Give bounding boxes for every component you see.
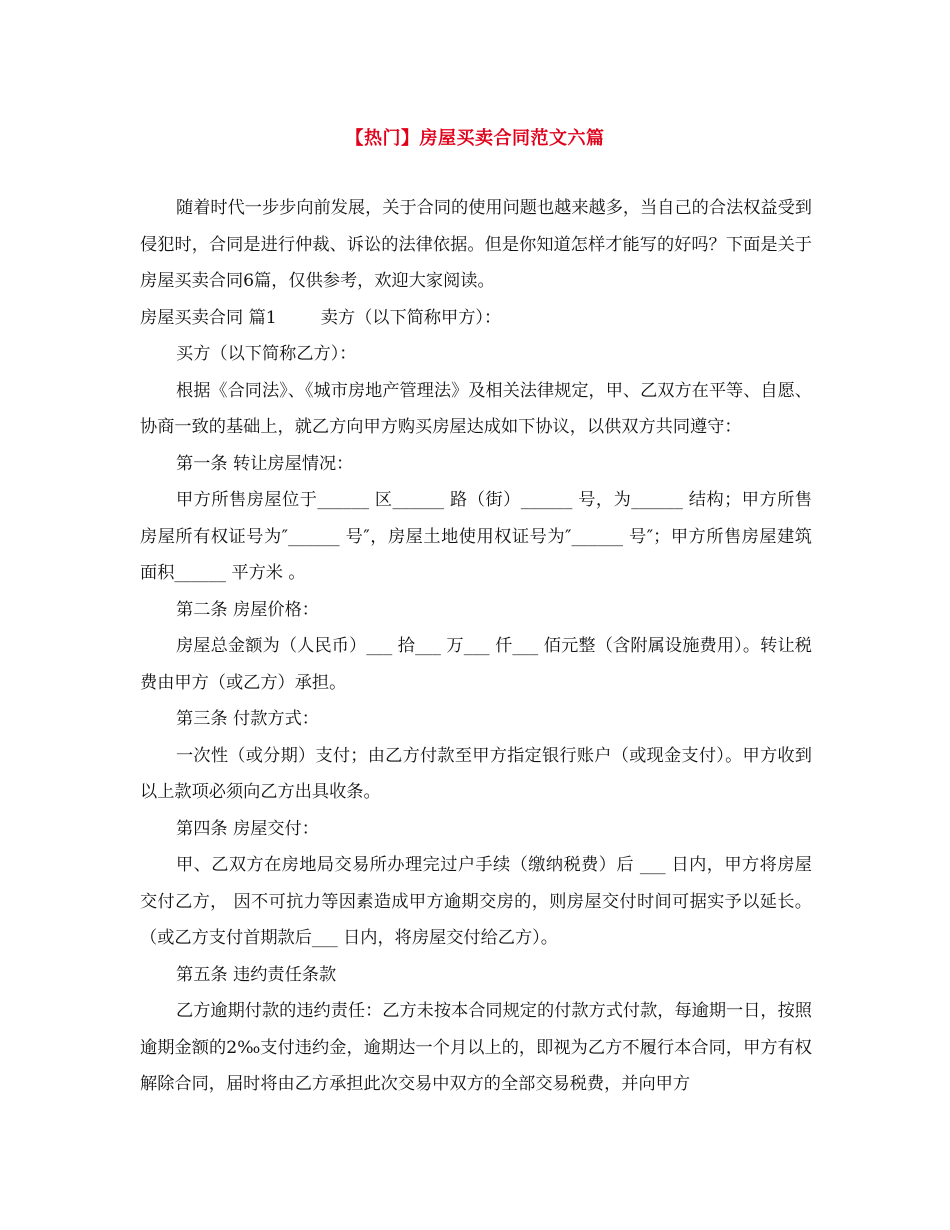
article-4-heading: 第四条 房屋交付： <box>176 818 319 839</box>
document-body <box>140 190 812 1103</box>
article-5-heading: 第五条 违约责任条款 <box>176 964 337 985</box>
article-4-paragraph: 甲、乙双方在房地局交易所办理完过户手续（缴纳税费）后 ___ 日内，甲方将房屋交付乙方， 因不可抗力等因素造成甲方逾期交房的，则房屋交付时间可据实予以延长。（或乙方支付首期款后___ 日内，将房屋交付给乙方）。 <box>140 855 812 948</box>
seller-label: 卖方（以下简称甲方）： <box>320 307 502 328</box>
buyer-label: 买方（以下简称乙方）： <box>176 344 357 364</box>
article-5-paragraph: 乙方逾期付款的违约责任：乙方未按本合同规定的付款方式付款，每逾期一日，按照逾期金额的2‰支付违约金，逾期达一个月以上的，即视为乙方不履行本合同，甲方有权解除合同，届时将由乙方承担此次交易中双方的全部交易税费，并向甲方 <box>140 1001 812 1094</box>
intro-paragraph: 随着时代一步步向前发展，关于合同的使用问题也越来越多，当自己的合法权益受到侵犯时，合同是进行仲裁、诉讼的法律依据。但是你知道怎样才能写的好吗？下面是关于房屋买卖合同6篇，仅供参考，欢迎大家阅读。 <box>140 198 812 291</box>
document-title: 【热门】房屋买卖合同范文六篇 <box>345 128 605 149</box>
article-2-heading: 第二条 房屋价格： <box>176 599 319 620</box>
article-3-paragraph: 一次性（或分期）支付；由乙方付款至甲方指定银行账户（或现金支付）。甲方收到以上款项必须向乙方出具收条。 <box>140 745 812 802</box>
article-2-paragraph: 房屋总金额为（人民币）___ 拾___ 万___ 仟___ 佰元整（含附属设施费用）。转让税费由甲方（或乙方）承担。 <box>140 636 812 693</box>
contract-heading-line <box>140 300 812 337</box>
article-3-heading: 第三条 付款方式： <box>176 709 319 729</box>
preamble-paragraph: 根据《合同法》、《城市房地产管理法》及相关法律规定，甲、乙双方在平等、自愿、协商一致的基础上，就乙方向甲方购买房屋达成如下协议，以供双方共同遵守： <box>140 380 812 437</box>
contract-section-label: 房屋买卖合同 篇1 <box>140 307 277 328</box>
article-1-paragraph: 甲方所售房屋位于______ 区______ 路（街）______ 号，为______ 结构；甲方所售房屋所有权证号为″______ 号″，房屋土地使用权证号为″______ 号″；甲方所售房屋建筑面积______ 平方米 。 <box>140 490 812 583</box>
article-1-heading: 第一条 转让房屋情况： <box>176 453 354 474</box>
